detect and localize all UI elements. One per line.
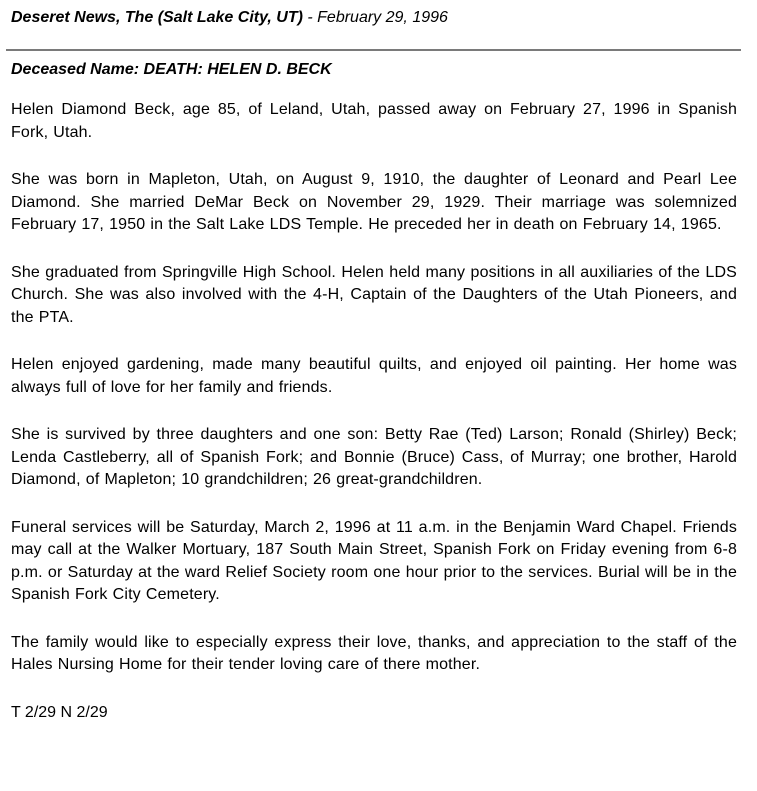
paragraph-hobbies: Helen enjoyed gardening, made many beautiful quilts, and enjoyed oil painting. Her home was always full of love for her family and friends. [11,356,737,396]
paragraph-birth-marriage: She was born in Mapleton, Utah, on August 9, 1910, the daughter of Leonard and Pearl Lee Diamond. She married DeMar Beck on November 29, 1929. Their marriage was solemnized February 17, 1950 in the Salt Lake LDS Temple. He preceded her in death on February 14, 1965. [11,171,737,233]
publication-name: Deseret News, The (Salt Lake City, UT) [11,9,303,26]
header-separator: - [302,9,318,26]
header-divider [6,49,741,51]
paragraph-education-service: She graduated from Springville High School. Helen held many positions in all auxiliaries of the LDS Church. She was also involved with the 4-H, Captain of the Daughters of the Utah Pioneers, and the PTA. [11,263,737,326]
article-header [11,9,448,27]
paragraph-survivors: She is survived by three daughters and one son: Betty Rae (Ted) Larson; Ronald (Shirley) Beck; Lenda Castleberry, all of Spanish Fork; and Bonnie (Bruce) Cass, of Murray; one brother, Harold Diamond, of Mapleton; 10 grandchildren; 26 great-grandchildren. [11,426,737,488]
paragraph-thanks: The family would like to especially express their love, thanks, and appreciation to the staff of the Hales Nursing Home for their tender loving care of there mother. [11,633,737,673]
publication-date: February 29, 1996 [317,9,448,26]
obituary-body [11,99,737,724]
paragraph-passing: Helen Diamond Beck, age 85, of Leland, Utah, passed away on February 27, 1996 in Spanish Fork, Utah. [11,101,737,141]
deceased-name: Deceased Name: DEATH: HELEN D. BECK [11,61,332,78]
paragraph-funeral: Funeral services will be Saturday, March 2, 1996 at 11 a.m. in the Benjamin Ward Chapel. Friends may call at the Walker Mortuary, 187 South Main Street, Spanish Fork on Friday evening from 6-8 p.m. or Saturday at the ward Relief Society room one hour prior to the services. Burial will be in the Spanish Fork City Cemetery. [11,518,737,603]
publication-code: T 2/29 N 2/29 [11,703,108,721]
